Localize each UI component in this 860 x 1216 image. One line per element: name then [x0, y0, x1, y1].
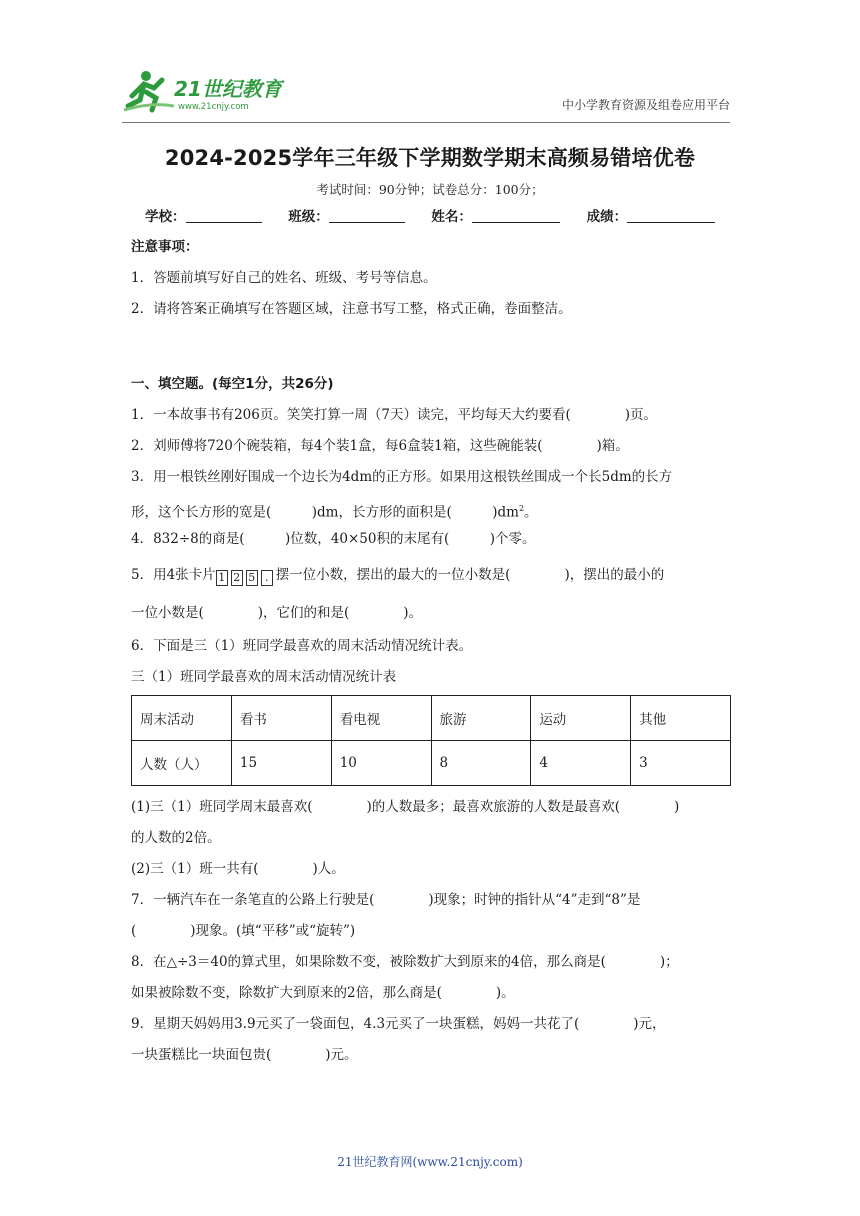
logo	[122, 66, 292, 116]
header-divider	[122, 122, 730, 123]
platform-name: 中小学教育资源及组卷应用平台	[561, 98, 730, 112]
table-cell: 3	[631, 741, 731, 786]
exam-content	[131, 232, 731, 1071]
score-blank[interactable]	[627, 208, 715, 223]
table-header-row	[132, 696, 731, 741]
question-6-1-line-2: 的人数的2倍。	[131, 830, 221, 846]
activity-table	[131, 695, 731, 786]
table-cell: 运动	[531, 696, 631, 741]
number-card: 2	[231, 570, 243, 586]
page-header	[0, 0, 860, 122]
note-item: 2．请将答案正确填写在答题区域，注意书写工整，格式正确，卷面整洁。	[131, 301, 572, 317]
score-field: 成绩：	[587, 205, 716, 225]
table-cell: 15	[231, 741, 331, 786]
question-5-line-1: 5．用4张卡片 1 2 5 . 摆一位小数，摆出的最大的一位小数是( )，摆出的最小的	[131, 567, 665, 584]
school-field: 学校：	[145, 205, 262, 225]
question-3-line-1: 3．用一根铁丝刚好围成一个边长为4dm的正方形。如果用这根铁丝围成一个长5dm的长方	[131, 469, 673, 485]
decimal-point-card: .	[261, 570, 273, 586]
school-blank[interactable]	[186, 208, 262, 223]
number-card: 1	[216, 570, 228, 586]
question-4: 4．832÷8的商是( )位数，40×50积的末尾有( )个零。	[131, 531, 536, 547]
table-caption: 三（1）班同学最喜欢的周末活动情况统计表	[131, 669, 397, 685]
question-3-line-2: 形，这个长方形的宽是( )dm，长方形的面积是( )$dm^2$。	[131, 504, 538, 521]
table-cell: 其他	[631, 696, 731, 741]
question-9-line-2: 一块蛋糕比一块面包贵( )元。	[131, 1047, 358, 1063]
table-cell: 8	[431, 741, 531, 786]
exam-subtitle: 考试时间：90分钟；试卷总分：100分；	[316, 182, 544, 197]
runner-icon	[124, 71, 174, 110]
table-cell: 看电视	[331, 696, 431, 741]
class-field: 班级：	[288, 205, 405, 225]
page-footer[interactable]: 21世纪教育网(www.21cnjy.com)	[337, 1155, 523, 1169]
question-7-line-1: 7．一辆汽车在一条笔直的公路上行驶是( )现象；时钟的指针从“4”走到“8”是	[131, 892, 641, 908]
name-blank[interactable]	[472, 208, 560, 223]
logo-url: www.21cnjy.com	[178, 102, 249, 112]
section-heading: 一、填空题。(每空1分，共26分)	[131, 376, 334, 392]
question-6-2: (2)三（1）班一共有( )人。	[131, 861, 345, 877]
question-7-line-2: ( )现象。(填“平移”或“旋转”)	[131, 923, 356, 939]
question-6: 6．下面是三（1）班同学最喜欢的周末活动情况统计表。	[131, 638, 473, 654]
question-8-line-2: 如果被除数不变，除数扩大到原来的2倍，那么商是( )。	[131, 985, 515, 1001]
table-cell: 10	[331, 741, 431, 786]
note-item: 1．答题前填写好自己的姓名、班级、考号等信息。	[131, 270, 437, 286]
table-cell: 人数（人）	[132, 741, 232, 786]
table-cell: 周末活动	[132, 696, 232, 741]
logo-text: 21世纪教育	[174, 77, 282, 101]
table-cell: 4	[531, 741, 631, 786]
table-cell: 旅游	[431, 696, 531, 741]
notes-heading: 注意事项：	[131, 239, 199, 255]
name-field: 姓名：	[431, 205, 560, 225]
question-9-line-1: 9．星期天妈妈用3.9元买了一袋面包，4.3元买了一块蛋糕，妈妈一共花了( )元，	[131, 1016, 666, 1032]
question-5-line-2: 一位小数是( )，它们的和是( )。	[131, 605, 423, 621]
question-2: 2．刘师傅将720个碗装箱，每4个装1盒，每6盒装1箱，这些碗能装( )箱。	[131, 438, 629, 454]
number-card: 5	[246, 570, 258, 586]
question-8-line-1: 8．在△÷3＝40的算式里，如果除数不变，被除数扩大到原来的4倍，那么商是( )；	[131, 954, 679, 970]
exam-title: 2024-2025学年三年级下学期数学期末高频易错培优卷	[164, 146, 696, 170]
class-blank[interactable]	[329, 208, 405, 223]
question-1: 1．一本故事书有206页。笑笑打算一周（7天）读完，平均每天大约要看( )页。	[131, 407, 657, 423]
student-info-row	[145, 205, 737, 225]
table-cell: 看书	[231, 696, 331, 741]
table-row	[132, 741, 731, 786]
question-6-1-line-1: (1)三（1）班同学周末最喜欢( )的人数最多；最喜欢旅游的人数是最喜欢( )	[131, 799, 680, 815]
